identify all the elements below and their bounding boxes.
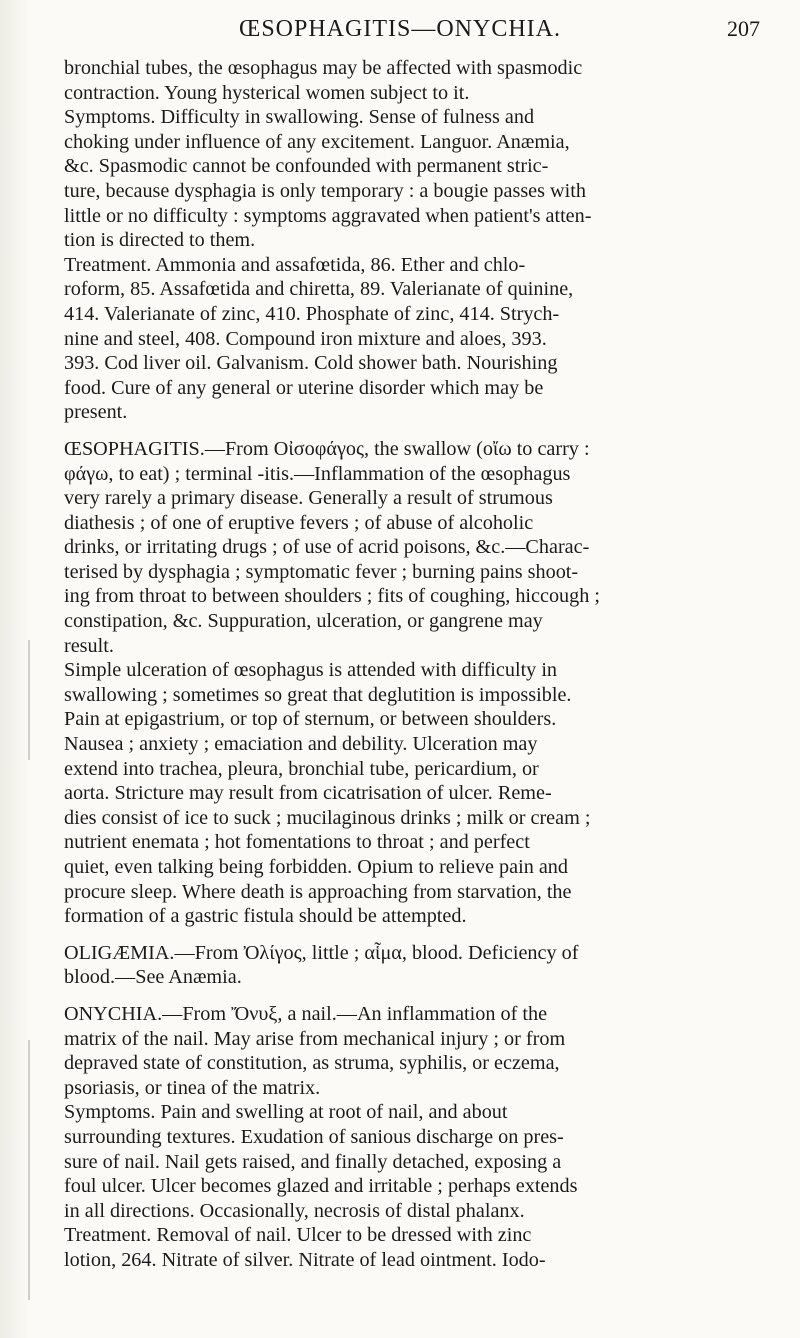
text-line: Nausea ; anxiety ; emaciation and debility. Ulceration may xyxy=(64,733,538,756)
text-line: terised by dysphagia ; symptomatic fever ; burning pains shoot- xyxy=(64,560,579,583)
text-line: nutrient enemata ; hot fomentations to throat ; and perfect xyxy=(64,831,530,854)
text-line: ture, because dysphagia is only temporary : a bougie passes with xyxy=(64,179,586,202)
text-line: tion is directed to them. xyxy=(64,229,256,252)
page-title: ŒSOPHAGITIS—ONYCHIA. xyxy=(238,16,561,42)
text-line: ŒSOPHAGITIS.—From Οἰσοφάγος, the swallow (οἴω to carry : xyxy=(64,437,590,460)
text-line: contraction. Young hysterical women subject to it. xyxy=(64,81,470,104)
text-line: roform, 85. Assafœtida and chiretta, 89. Valerianate of quinine, xyxy=(64,278,574,301)
text-line: choking under influence of any excitement. Languor. Anæmia, xyxy=(64,130,570,153)
text-line: formation of a gastric fistula should be attempted. xyxy=(64,905,467,928)
text-line: 393. Cod liver oil. Galvanism. Cold shower bath. Nourishing xyxy=(64,352,558,375)
text-line: ing from throat to between shoulders ; fits of coughing, hiccough ; xyxy=(64,585,600,608)
text-line: &c. Spasmodic cannot be confounded with permanent stric- xyxy=(64,155,549,178)
text-line: food. Cure of any general or uterine disorder which may be xyxy=(64,376,544,399)
text-line: surrounding textures. Exudation of sanious discharge on pres- xyxy=(64,1125,564,1148)
text-line: blood.—See Anæmia. xyxy=(64,966,242,989)
text-line: Treatment. Ammonia and assafœtida, 86. Ether and chlo- xyxy=(64,253,526,276)
body-text xyxy=(64,56,776,1273)
text-line: quiet, even talking being forbidden. Opium to relieve pain and xyxy=(64,856,568,878)
text-line: very rarely a primary disease. Generally a result of strumous xyxy=(64,487,553,510)
text-line: constipation, &c. Suppuration, ulceration, or gangrene may xyxy=(64,610,543,633)
text-line: present. xyxy=(64,401,128,424)
text-line: psoriasis, or tinea of the matrix. xyxy=(64,1076,321,1099)
gutter-mark xyxy=(28,640,30,760)
text-line: ONYCHIA.—From Ὄνυξ, a nail.—An inflammation of the xyxy=(64,1002,548,1025)
text-line: drinks, or irritating drugs ; of use of acrid poisons, &c.—Charac- xyxy=(64,536,590,559)
text-line: 414. Valerianate of zinc, 410. Phosphate of zinc, 414. Strych- xyxy=(64,302,560,325)
text-line: lotion, 264. Nitrate of silver. Nitrate of lead ointment. Iodo- xyxy=(64,1248,546,1271)
text-line: diathesis ; of one of eruptive fevers ; of abuse of alcoholic xyxy=(64,511,534,534)
text-line: result. xyxy=(64,634,114,657)
text-line: little or no difficulty : symptoms aggravated when patient's atten- xyxy=(64,204,592,227)
text-line: dies consist of ice to suck ; mucilaginous drinks ; milk or cream ; xyxy=(64,806,591,829)
text-line: sure of nail. Nail gets raised, and finally detached, exposing a xyxy=(64,1150,562,1173)
text-line: nine and steel, 408. Compound iron mixture and aloes, 393. xyxy=(64,327,547,350)
text-line: matrix of the nail. May arise from mechanical injury ; or from xyxy=(64,1027,566,1050)
text-line: depraved state of constitution, as struma, syphilis, or eczema, xyxy=(64,1052,560,1075)
text-line: aorta. Stricture may result from cicatrisation of ulcer. Reme- xyxy=(64,782,552,805)
scan-edge-shadow xyxy=(0,0,30,1338)
text-line: in all directions. Occasionally, necrosis of distal phalanx. xyxy=(64,1199,525,1222)
text-line: Simple ulceration of œsophagus is attended with difficulty in xyxy=(64,659,558,682)
text-line: procure sleep. Where death is approaching from starvation, the xyxy=(64,880,572,903)
text-line: swallowing ; sometimes so great that deglutition is impossible. xyxy=(64,683,572,706)
gutter-mark xyxy=(28,1040,30,1300)
text-line: Pain at epigastrium, or top of sternum, or between shoulders. xyxy=(64,708,557,731)
text-line: extend into trachea, pleura, bronchial tube, pericardium, or xyxy=(64,757,539,780)
text-line: Treatment. Removal of nail. Ulcer to be dressed with zinc xyxy=(64,1224,532,1247)
text-line: bronchial tubes, the œsophagus may be affected with spasmodic xyxy=(64,57,583,79)
text-line: foul ulcer. Ulcer becomes glazed and irritable ; perhaps extends xyxy=(64,1175,578,1198)
page-number: 207 xyxy=(727,16,760,41)
text-line: Symptoms. Difficulty in swallowing. Sense of fulness and xyxy=(64,106,535,129)
text-line: φάγω, to eat) ; terminal -itis.—Inflammation of the œsophagus xyxy=(64,462,571,485)
running-head xyxy=(0,14,800,50)
text-line: OLIGÆMIA.—From Ὀλίγος, little ; αἷμα, blood. Deficiency of xyxy=(64,941,579,964)
text-line: Symptoms. Pain and swelling at root of nail, and about xyxy=(64,1101,508,1124)
